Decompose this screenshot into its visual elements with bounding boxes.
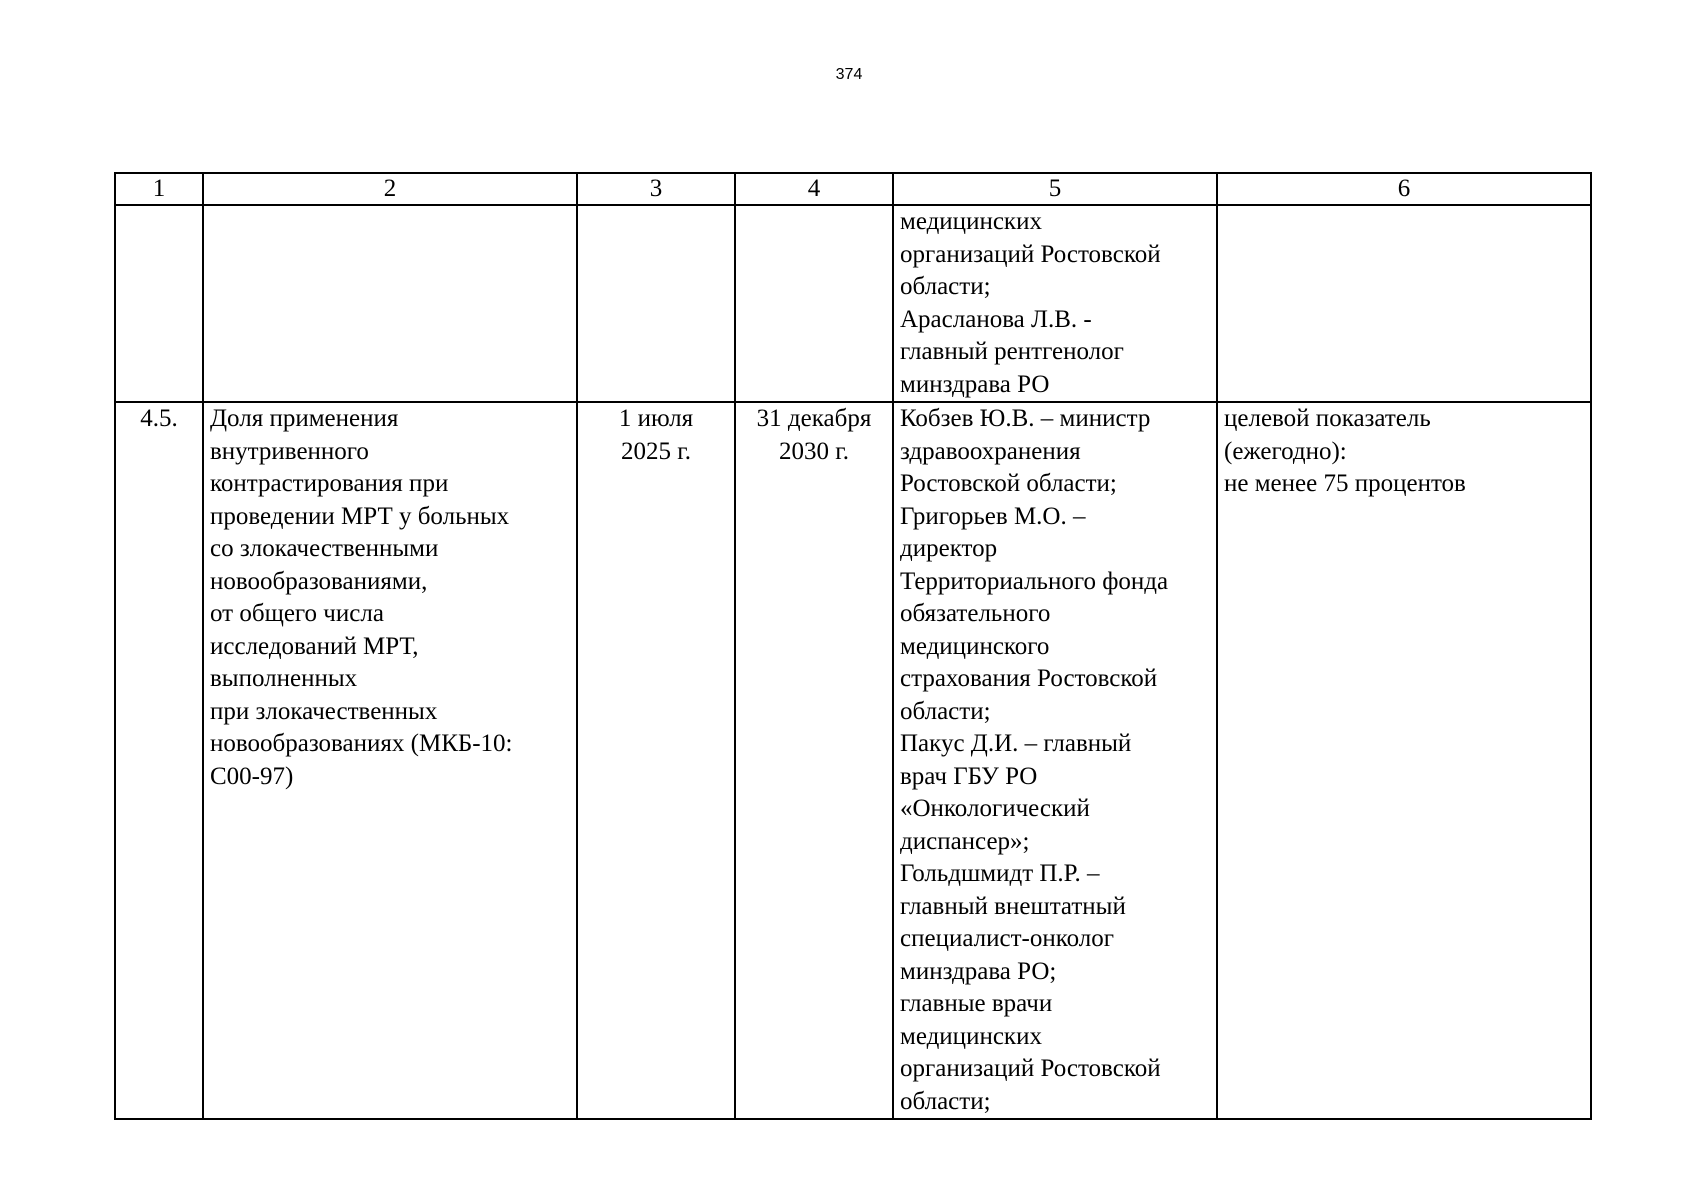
- cell-start-date: 1 июля 2025 г.: [577, 402, 735, 1119]
- cell-number: 4.5.: [115, 402, 203, 1119]
- cell-description: [203, 205, 577, 402]
- cell-start-date: [577, 205, 735, 402]
- cell-end-date: 31 декабря 2030 г.: [735, 402, 893, 1119]
- plan-table: [114, 172, 1592, 1120]
- header-col-5: 5: [893, 173, 1217, 205]
- cell-responsible: медицинских организаций Ростовской области; Арасланова Л.В. - главный рентгенолог минздрава РО: [893, 205, 1217, 402]
- header-col-1: 1: [115, 173, 203, 205]
- table-row: [115, 402, 1591, 1119]
- header-col-3: 3: [577, 173, 735, 205]
- header-col-2: 2: [203, 173, 577, 205]
- header-col-4: 4: [735, 173, 893, 205]
- cell-number: [115, 205, 203, 402]
- table-row: [115, 205, 1591, 402]
- page-number: 374: [835, 66, 863, 83]
- header-col-6: 6: [1217, 173, 1591, 205]
- cell-responsible: Кобзев Ю.В. – министр здравоохранения Ростовской области; Григорьев М.О. – директор Территориального фонда обязательного медицинского страхования Ростовской области; Пакус Д.И. – главный врач ГБУ РО «Онкологический диспансер»; Гольдшмидт П.Р. – главный внештатный специалист-онколог минздрава РО; главные врачи медицинских организаций Ростовской области;: [893, 402, 1217, 1119]
- cell-description: Доля применения внутривенного контрастирования при проведении МРТ у больных со злокачественными новообразованиями, от общего числа исследований МРТ, выполненных при злокачественных новообразованиях (МКБ-10: С00-97): [203, 402, 577, 1119]
- cell-result: [1217, 205, 1591, 402]
- header-row: [115, 173, 1591, 205]
- cell-result: целевой показатель (ежегодно): не менее 75 процентов: [1217, 402, 1591, 1119]
- cell-end-date: [735, 205, 893, 402]
